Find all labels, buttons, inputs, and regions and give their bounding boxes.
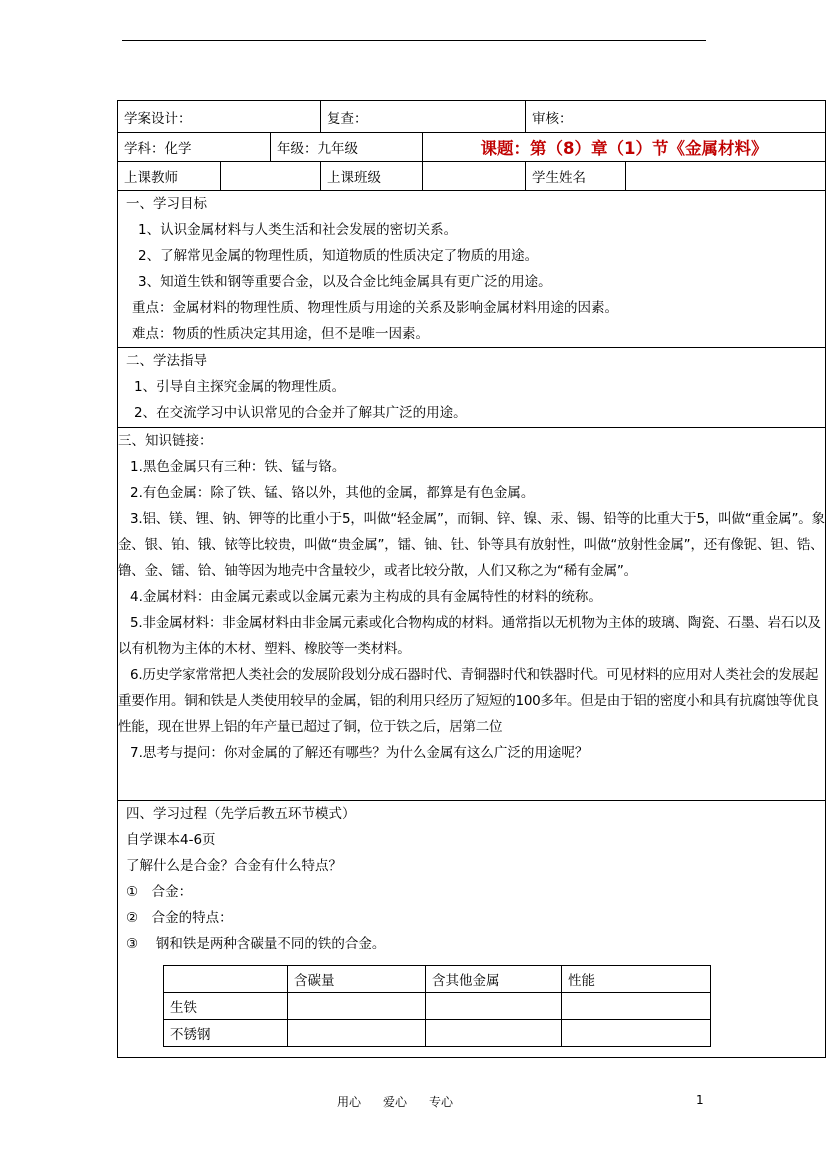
table-header-cell: 含碳量 [288, 966, 426, 993]
page-number: 1 [696, 1093, 704, 1107]
student-label: 学生姓名 [526, 162, 626, 191]
info-row [118, 133, 826, 162]
link-item: 6.历史学家常常把人类社会的发展阶段划分成石器时代、青铜器时代和铁器时代。可见材料的应用对人类社会的发展起重要作用。铜和铁是人类使用较早的金属，铝的利用只经历了短短的100多年。但是由于铝的密度小和具有抗腐蚀等优良性能，现在世界上铝的年产量已超过了铜，位于铁之后，居第二位 [118, 667, 819, 735]
guidance-heading: 二、学法指导 [126, 353, 207, 369]
table-cell[interactable] [426, 1020, 562, 1047]
guidance-item: 2、在交流学习中认识常见的合金并了解其广泛的用途。 [134, 405, 467, 421]
link-item: 7.思考与提问：你对金属的了解还有哪些？为什么金属有这么广泛的用途呢？ [130, 745, 589, 761]
header-rule [122, 40, 706, 41]
class-value [423, 162, 526, 191]
goals-heading: 一、学习目标 [126, 196, 207, 212]
table-header-cell [164, 966, 288, 993]
goals-section [118, 191, 826, 348]
key-point: 重点：金属材料的物理性质、物理性质与用途的关系及影响金属材料用途的因素。 [132, 300, 618, 316]
table-cell[interactable] [562, 993, 711, 1020]
goal-item: 1、认识金属材料与人类生活和社会发展的密切关系。 [138, 222, 458, 238]
review-cell: 复查： [321, 101, 526, 133]
table-cell[interactable] [288, 993, 426, 1020]
link-item: 3.铝、镁、锂、钠、钾等的比重小于5，叫做“轻金属”，而铜、锌、镍、汞、锡、铅等的比重大于5，叫做“重金属”。象金、银、铂、锇、铱等比较贵，叫做“贵金属”，镭、铀、钍、钋等具有放射性，叫做“放射性金属”，还有像铌、钽、锆、镥、金、镭、铪、铀等因为地壳中含量较少，或者比较分散，人们又称之为“稀有金属”。 [118, 511, 825, 579]
teacher-label: 上课教师 [118, 162, 221, 191]
table-cell[interactable] [288, 1020, 426, 1047]
class-label: 上课班级 [321, 162, 423, 191]
links-section [118, 428, 826, 801]
process-heading: 四、学习过程（先学后教五环节模式） [126, 806, 356, 822]
guidance-item: 1、引导自主探究金属的物理性质。 [134, 379, 346, 395]
grade-cell: 年级：九年级 [271, 133, 423, 162]
alloy-point: ① 合金： [126, 884, 193, 900]
alloy-question: 了解什么是合金？合金有什么特点？ [126, 858, 342, 874]
header-row [118, 101, 826, 133]
lesson-plan-sheet [117, 100, 825, 1058]
table-cell[interactable] [562, 1020, 711, 1047]
alloy-point: ② 合金的特点： [126, 910, 233, 926]
goal-item: 3、知道生铁和钢等重要合金，以及合金比纯金属具有更广泛的用途。 [138, 274, 552, 290]
table-cell: 不锈钢 [164, 1020, 288, 1047]
goal-item: 2、了解常见金属的物理性质，知道物质的性质决定了物质的用途。 [138, 248, 539, 264]
table-cell: 生铁 [164, 993, 288, 1020]
student-value [626, 162, 826, 191]
process-section [118, 801, 826, 1058]
subject-cell: 学科：化学 [118, 133, 271, 162]
footer-word: 用心 [337, 1095, 362, 1109]
teacher-value [221, 162, 321, 191]
difficult-point: 难点：物质的性质决定其用途，但不是唯一因素。 [132, 326, 429, 342]
alloy-table-header [164, 966, 711, 993]
class-row [118, 162, 826, 191]
footer-word: 专心 [429, 1095, 454, 1109]
link-item: 2.有色金属：除了铁、锰、铬以外，其他的金属，都算是有色金属。 [130, 485, 535, 501]
audit-cell: 审核： [526, 101, 826, 133]
topic-title: 课题：第（8）章（1）节《金属材料》 [423, 133, 826, 162]
table-header-cell: 性能 [562, 966, 711, 993]
alloy-table [163, 965, 711, 1047]
link-item: 5.非金属材料：非金属材料由非金属元素或化合物构成的材料。通常指以无机物为主体的玻璃、陶瓷、石墨、岩石以及以有机物为主体的木材、塑料、橡胶等一类材料。 [118, 615, 821, 657]
table-cell[interactable] [426, 993, 562, 1020]
links-heading: 三、知识链接： [118, 433, 213, 449]
guidance-section [118, 348, 826, 428]
table-header-cell: 含其他金属 [426, 966, 562, 993]
self-study: 自学课本4-6页 [126, 832, 216, 848]
footer-motto [337, 1093, 475, 1110]
link-item: 1.黑色金属只有三种：铁、锰与铬。 [130, 459, 346, 475]
link-item: 4.金属材料：由金属元素或以金属元素为主构成的具有金属特性的材料的统称。 [130, 589, 602, 605]
alloy-point: ③ 钢和铁是两种含碳量不同的铁的合金。 [126, 936, 386, 952]
footer-word: 爱心 [383, 1095, 408, 1109]
design-cell: 学案设计： [118, 101, 321, 133]
table-row [164, 1020, 711, 1047]
table-row [164, 993, 711, 1020]
lesson-plan-table [117, 100, 826, 1058]
